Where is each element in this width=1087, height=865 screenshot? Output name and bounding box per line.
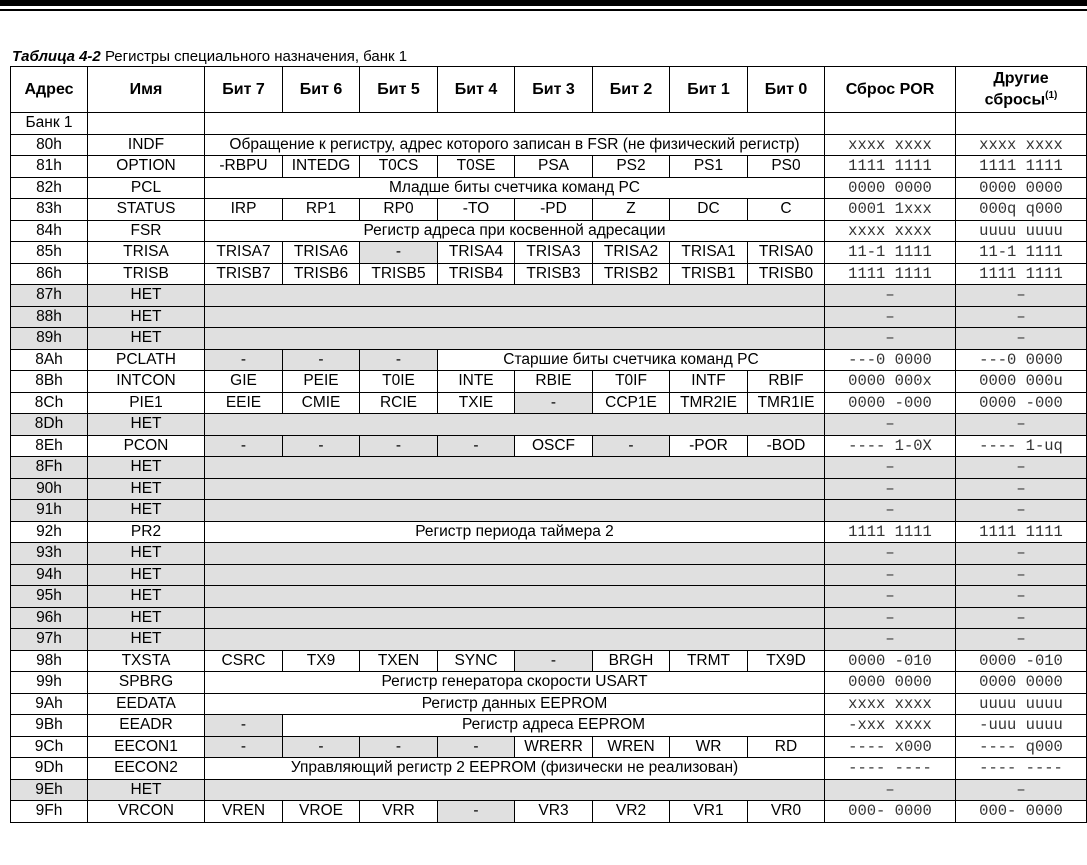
header-address: Адрес xyxy=(11,67,88,113)
por-reset-value: – xyxy=(825,306,956,328)
bit-cell: TRISA4 xyxy=(438,242,515,264)
por-reset-value: – xyxy=(825,586,956,608)
register-address: 89h xyxy=(11,328,88,350)
bit-cell: OSCF xyxy=(515,435,593,457)
por-reset-value: -xxx xxxx xyxy=(825,715,956,737)
register-row xyxy=(11,650,1087,672)
unimplemented-bits xyxy=(205,564,825,586)
unimplemented-bits xyxy=(205,586,825,608)
bit-cell: IRP xyxy=(205,199,283,221)
register-row xyxy=(11,521,1087,543)
register-description: Младше биты счетчика команд PC xyxy=(205,177,825,199)
register-address: 9Ch xyxy=(11,736,88,758)
register-row xyxy=(11,779,1087,801)
bit-cell: VR2 xyxy=(593,801,670,823)
register-description: Регистр периода таймера 2 xyxy=(205,521,825,543)
bit-cell: TXIE xyxy=(438,392,515,414)
other-reset-value: ---- ---- xyxy=(956,758,1087,780)
register-row xyxy=(11,736,1087,758)
top-rule-thick xyxy=(0,0,1087,6)
register-row xyxy=(11,672,1087,694)
register-address: 81h xyxy=(11,156,88,178)
register-name: НЕТ xyxy=(88,306,205,328)
bit-cell: RD xyxy=(748,736,825,758)
register-row xyxy=(11,263,1087,285)
bit-cell: PS2 xyxy=(593,156,670,178)
register-address: 8Ah xyxy=(11,349,88,371)
bit-cell: TRISA2 xyxy=(593,242,670,264)
bit-cell: PEIE xyxy=(283,371,360,393)
header-other-footnote: (1) xyxy=(1045,90,1058,102)
bit-cell: INTEDG xyxy=(283,156,360,178)
bit-cell: TRISA1 xyxy=(670,242,748,264)
other-reset-value: 0000 -010 xyxy=(956,650,1087,672)
register-description: Регистр данных EEPROM xyxy=(205,693,825,715)
bit-cell: RBIF xyxy=(748,371,825,393)
bit-cell: EEIE xyxy=(205,392,283,414)
bit-cell: WREN xyxy=(593,736,670,758)
bit-cell: TRISB5 xyxy=(360,263,438,285)
bank-blank xyxy=(956,113,1087,135)
other-reset-value: 1111 1111 xyxy=(956,263,1087,285)
other-reset-value: – xyxy=(956,328,1087,350)
unimplemented-bits xyxy=(205,328,825,350)
por-reset-value: 000- 0000 xyxy=(825,801,956,823)
bit-cell: PS1 xyxy=(670,156,748,178)
bit-cell: - xyxy=(283,349,360,371)
register-address: 98h xyxy=(11,650,88,672)
por-reset-value: – xyxy=(825,457,956,479)
register-row xyxy=(11,801,1087,823)
other-reset-value: 1111 1111 xyxy=(956,156,1087,178)
bit-cell: -RBPU xyxy=(205,156,283,178)
bit-cell: TX9 xyxy=(283,650,360,672)
other-reset-value: – xyxy=(956,543,1087,565)
register-name: НЕТ xyxy=(88,564,205,586)
bit-cell: - xyxy=(360,349,438,371)
header-bit-5: Бит 5 xyxy=(360,67,438,113)
other-reset-value: – xyxy=(956,586,1087,608)
header-bit-1: Бит 1 xyxy=(670,67,748,113)
bit-cell: - xyxy=(360,435,438,457)
bit-cell: - xyxy=(360,242,438,264)
bit-cell: RP1 xyxy=(283,199,360,221)
por-reset-value: 11-1 1111 xyxy=(825,242,956,264)
bit-cell: TMR2IE xyxy=(670,392,748,414)
bank-blank xyxy=(88,113,205,135)
bank-row xyxy=(11,113,1087,135)
other-reset-value: uuuu uuuu xyxy=(956,220,1087,242)
bit-cell: VR3 xyxy=(515,801,593,823)
register-address: 94h xyxy=(11,564,88,586)
unimplemented-bits xyxy=(205,306,825,328)
bank-label: Банк 1 xyxy=(11,113,88,135)
register-address: 87h xyxy=(11,285,88,307)
header-bit-6: Бит 6 xyxy=(283,67,360,113)
bit-cell: SYNC xyxy=(438,650,515,672)
register-address: 82h xyxy=(11,177,88,199)
bit-cell: - xyxy=(438,435,515,457)
register-name: VRCON xyxy=(88,801,205,823)
bit-cell: TRISB7 xyxy=(205,263,283,285)
register-name: НЕТ xyxy=(88,607,205,629)
register-address: 95h xyxy=(11,586,88,608)
register-description: Управляющий регистр 2 EEPROM (физически не реализован) xyxy=(205,758,825,780)
register-name: INDF xyxy=(88,134,205,156)
bit-cell: TRISA3 xyxy=(515,242,593,264)
por-reset-value: – xyxy=(825,478,956,500)
header-bit-0: Бит 0 xyxy=(748,67,825,113)
register-name: OPTION xyxy=(88,156,205,178)
bit-cell: T0IE xyxy=(360,371,438,393)
register-row xyxy=(11,414,1087,436)
bank-blank xyxy=(205,113,825,135)
por-reset-value: 1111 1111 xyxy=(825,263,956,285)
register-name: НЕТ xyxy=(88,586,205,608)
register-name: НЕТ xyxy=(88,500,205,522)
bit-cell: TRISB1 xyxy=(670,263,748,285)
other-reset-value: ---- 1-uq xyxy=(956,435,1087,457)
bit-cell: - xyxy=(515,392,593,414)
register-row xyxy=(11,457,1087,479)
header-other-line2: сбросы xyxy=(984,91,1046,109)
register-name: PCLATH xyxy=(88,349,205,371)
register-row xyxy=(11,543,1087,565)
register-row xyxy=(11,500,1087,522)
por-reset-value: ---0 0000 xyxy=(825,349,956,371)
unimplemented-bits xyxy=(205,779,825,801)
bit-cell: RBIE xyxy=(515,371,593,393)
bit-cell: -BOD xyxy=(748,435,825,457)
bit-cell: WR xyxy=(670,736,748,758)
por-reset-value: 0000 -010 xyxy=(825,650,956,672)
other-reset-value: 0000 -000 xyxy=(956,392,1087,414)
bit-cell: CCP1E xyxy=(593,392,670,414)
register-row xyxy=(11,199,1087,221)
bit-cell: TRISB4 xyxy=(438,263,515,285)
register-address: 9Bh xyxy=(11,715,88,737)
register-name: SPBRG xyxy=(88,672,205,694)
bit-cell: - xyxy=(283,736,360,758)
header-bit-4: Бит 4 xyxy=(438,67,515,113)
bit-cell: - xyxy=(438,736,515,758)
bit-cell: VR1 xyxy=(670,801,748,823)
header-bit-7: Бит 7 xyxy=(205,67,283,113)
register-row xyxy=(11,392,1087,414)
register-address: 9Ah xyxy=(11,693,88,715)
bit-cell: - xyxy=(438,801,515,823)
bit-cell: RCIE xyxy=(360,392,438,414)
register-table xyxy=(10,66,1087,823)
register-name: FSR xyxy=(88,220,205,242)
register-description: Старшие биты счетчика команд PC xyxy=(438,349,825,371)
bit-cell: VRR xyxy=(360,801,438,823)
other-reset-value: -uuu uuuu xyxy=(956,715,1087,737)
bit-cell: WRERR xyxy=(515,736,593,758)
bit-cell: -POR xyxy=(670,435,748,457)
por-reset-value: ---- ---- xyxy=(825,758,956,780)
register-row xyxy=(11,629,1087,651)
bit-cell: CSRC xyxy=(205,650,283,672)
bit-cell: TRISA0 xyxy=(748,242,825,264)
register-address: 96h xyxy=(11,607,88,629)
bit-cell: TRISB3 xyxy=(515,263,593,285)
bit-cell: BRGH xyxy=(593,650,670,672)
register-name: EEDATA xyxy=(88,693,205,715)
register-name: TRISB xyxy=(88,263,205,285)
bit-cell: -TO xyxy=(438,199,515,221)
header-other-line1: Другие xyxy=(993,70,1049,88)
other-reset-value: 000q q000 xyxy=(956,199,1087,221)
bit-cell: INTE xyxy=(438,371,515,393)
other-reset-value: 0000 000u xyxy=(956,371,1087,393)
por-reset-value: ---- 1-0X xyxy=(825,435,956,457)
other-reset-value: – xyxy=(956,478,1087,500)
por-reset-value: xxxx xxxx xyxy=(825,134,956,156)
register-address: 8Ch xyxy=(11,392,88,414)
header-bit-3: Бит 3 xyxy=(515,67,593,113)
register-row xyxy=(11,306,1087,328)
other-reset-value: – xyxy=(956,564,1087,586)
register-row xyxy=(11,693,1087,715)
por-reset-value: 0000 0000 xyxy=(825,177,956,199)
bit-cell: - xyxy=(205,736,283,758)
header-bit-2: Бит 2 xyxy=(593,67,670,113)
top-rule-thin xyxy=(0,9,1087,11)
register-name: НЕТ xyxy=(88,414,205,436)
register-name: EEADR xyxy=(88,715,205,737)
register-address: 92h xyxy=(11,521,88,543)
header-other-resets xyxy=(956,67,1087,113)
other-reset-value: ---- q000 xyxy=(956,736,1087,758)
register-name: НЕТ xyxy=(88,457,205,479)
por-reset-value: 1111 1111 xyxy=(825,521,956,543)
bit-cell: - xyxy=(360,736,438,758)
bit-cell: PSA xyxy=(515,156,593,178)
bit-cell: TXEN xyxy=(360,650,438,672)
register-description: Регистр адреса при косвенной адресации xyxy=(205,220,825,242)
register-description: Обращение к регистру, адрес которого записан в FSR (не физический регистр) xyxy=(205,134,825,156)
header-por-reset: Сброс POR xyxy=(825,67,956,113)
other-reset-value: – xyxy=(956,306,1087,328)
por-reset-value: – xyxy=(825,629,956,651)
register-address: 84h xyxy=(11,220,88,242)
other-reset-value: uuuu uuuu xyxy=(956,693,1087,715)
register-row xyxy=(11,156,1087,178)
register-row xyxy=(11,715,1087,737)
other-reset-value: 000- 0000 xyxy=(956,801,1087,823)
register-address: 9Dh xyxy=(11,758,88,780)
other-reset-value: 11-1 1111 xyxy=(956,242,1087,264)
por-reset-value: – xyxy=(825,285,956,307)
por-reset-value: ---- x000 xyxy=(825,736,956,758)
por-reset-value: – xyxy=(825,500,956,522)
unimplemented-bits xyxy=(205,478,825,500)
bit-cell: DC xyxy=(670,199,748,221)
bit-cell: T0SE xyxy=(438,156,515,178)
por-reset-value: – xyxy=(825,779,956,801)
register-name: EECON2 xyxy=(88,758,205,780)
table-caption-label: Таблица 4-2 xyxy=(12,48,101,65)
register-address: 8Dh xyxy=(11,414,88,436)
register-name: PR2 xyxy=(88,521,205,543)
bit-cell: RP0 xyxy=(360,199,438,221)
register-row xyxy=(11,478,1087,500)
register-description: Регистр адреса EEPROM xyxy=(283,715,825,737)
por-reset-value: – xyxy=(825,414,956,436)
register-row xyxy=(11,607,1087,629)
por-reset-value: xxxx xxxx xyxy=(825,693,956,715)
register-address: 88h xyxy=(11,306,88,328)
bit-cell: TRISB6 xyxy=(283,263,360,285)
bit-cell: VROE xyxy=(283,801,360,823)
bit-cell: -PD xyxy=(515,199,593,221)
register-name: НЕТ xyxy=(88,478,205,500)
register-name: PCON xyxy=(88,435,205,457)
header-name: Имя xyxy=(88,67,205,113)
bit-cell: PS0 xyxy=(748,156,825,178)
register-address: 86h xyxy=(11,263,88,285)
unimplemented-bits xyxy=(205,543,825,565)
bit-cell: C xyxy=(748,199,825,221)
register-name: НЕТ xyxy=(88,629,205,651)
other-reset-value: – xyxy=(956,457,1087,479)
register-name: EECON1 xyxy=(88,736,205,758)
por-reset-value: – xyxy=(825,607,956,629)
bit-cell: T0IF xyxy=(593,371,670,393)
por-reset-value: 0000 0000 xyxy=(825,672,956,694)
register-address: 8Fh xyxy=(11,457,88,479)
register-address: 97h xyxy=(11,629,88,651)
register-row xyxy=(11,758,1087,780)
register-name: TXSTA xyxy=(88,650,205,672)
bank-blank xyxy=(825,113,956,135)
register-row xyxy=(11,586,1087,608)
register-row xyxy=(11,220,1087,242)
unimplemented-bits xyxy=(205,414,825,436)
register-row xyxy=(11,349,1087,371)
register-name: НЕТ xyxy=(88,285,205,307)
register-address: 8Bh xyxy=(11,371,88,393)
register-address: 90h xyxy=(11,478,88,500)
bit-cell: - xyxy=(205,435,283,457)
other-reset-value: 0000 0000 xyxy=(956,177,1087,199)
bit-cell: - xyxy=(205,349,283,371)
register-address: 9Fh xyxy=(11,801,88,823)
por-reset-value: 0000 000x xyxy=(825,371,956,393)
register-address: 99h xyxy=(11,672,88,694)
bit-cell: GIE xyxy=(205,371,283,393)
por-reset-value: 0000 -000 xyxy=(825,392,956,414)
register-row xyxy=(11,328,1087,350)
register-name: STATUS xyxy=(88,199,205,221)
por-reset-value: – xyxy=(825,564,956,586)
other-reset-value: 1111 1111 xyxy=(956,521,1087,543)
bit-cell: Z xyxy=(593,199,670,221)
unimplemented-bits xyxy=(205,629,825,651)
bit-cell: TX9D xyxy=(748,650,825,672)
bit-cell: - xyxy=(205,715,283,737)
header-row xyxy=(11,67,1087,113)
por-reset-value: 0001 1xxx xyxy=(825,199,956,221)
bit-cell: TRISB0 xyxy=(748,263,825,285)
bit-cell: - xyxy=(515,650,593,672)
table-caption-text: Регистры специального назначения, банк 1 xyxy=(100,48,408,65)
bit-cell: TMR1IE xyxy=(748,392,825,414)
bit-cell: - xyxy=(283,435,360,457)
other-reset-value: xxxx xxxx xyxy=(956,134,1087,156)
register-address: 8Eh xyxy=(11,435,88,457)
register-name: INTCON xyxy=(88,371,205,393)
table-caption xyxy=(12,48,407,66)
bit-cell: T0CS xyxy=(360,156,438,178)
register-name: НЕТ xyxy=(88,779,205,801)
register-name: НЕТ xyxy=(88,543,205,565)
register-name: TRISA xyxy=(88,242,205,264)
bit-cell: VR0 xyxy=(748,801,825,823)
other-reset-value: – xyxy=(956,285,1087,307)
other-reset-value: – xyxy=(956,629,1087,651)
register-row xyxy=(11,435,1087,457)
register-name: PIE1 xyxy=(88,392,205,414)
other-reset-value: – xyxy=(956,607,1087,629)
register-row xyxy=(11,177,1087,199)
por-reset-value: xxxx xxxx xyxy=(825,220,956,242)
other-reset-value: – xyxy=(956,779,1087,801)
other-reset-value: 0000 0000 xyxy=(956,672,1087,694)
bit-cell: TRISB2 xyxy=(593,263,670,285)
por-reset-value: – xyxy=(825,328,956,350)
register-row xyxy=(11,242,1087,264)
unimplemented-bits xyxy=(205,607,825,629)
bit-cell: TRISA6 xyxy=(283,242,360,264)
bit-cell: TRISA7 xyxy=(205,242,283,264)
bit-cell: VREN xyxy=(205,801,283,823)
register-address: 93h xyxy=(11,543,88,565)
register-row xyxy=(11,134,1087,156)
bit-cell: TRMT xyxy=(670,650,748,672)
unimplemented-bits xyxy=(205,500,825,522)
register-row xyxy=(11,564,1087,586)
por-reset-value: 1111 1111 xyxy=(825,156,956,178)
register-row xyxy=(11,285,1087,307)
register-address: 9Eh xyxy=(11,779,88,801)
unimplemented-bits xyxy=(205,457,825,479)
por-reset-value: – xyxy=(825,543,956,565)
register-name: НЕТ xyxy=(88,328,205,350)
other-reset-value: ---0 0000 xyxy=(956,349,1087,371)
bit-cell: - xyxy=(593,435,670,457)
bit-cell: INTF xyxy=(670,371,748,393)
register-address: 83h xyxy=(11,199,88,221)
register-description: Регистр генератора скорости USART xyxy=(205,672,825,694)
unimplemented-bits xyxy=(205,285,825,307)
other-reset-value: – xyxy=(956,500,1087,522)
register-name: PCL xyxy=(88,177,205,199)
register-address: 80h xyxy=(11,134,88,156)
register-address: 91h xyxy=(11,500,88,522)
register-row xyxy=(11,371,1087,393)
register-address: 85h xyxy=(11,242,88,264)
bit-cell: CMIE xyxy=(283,392,360,414)
other-reset-value: – xyxy=(956,414,1087,436)
